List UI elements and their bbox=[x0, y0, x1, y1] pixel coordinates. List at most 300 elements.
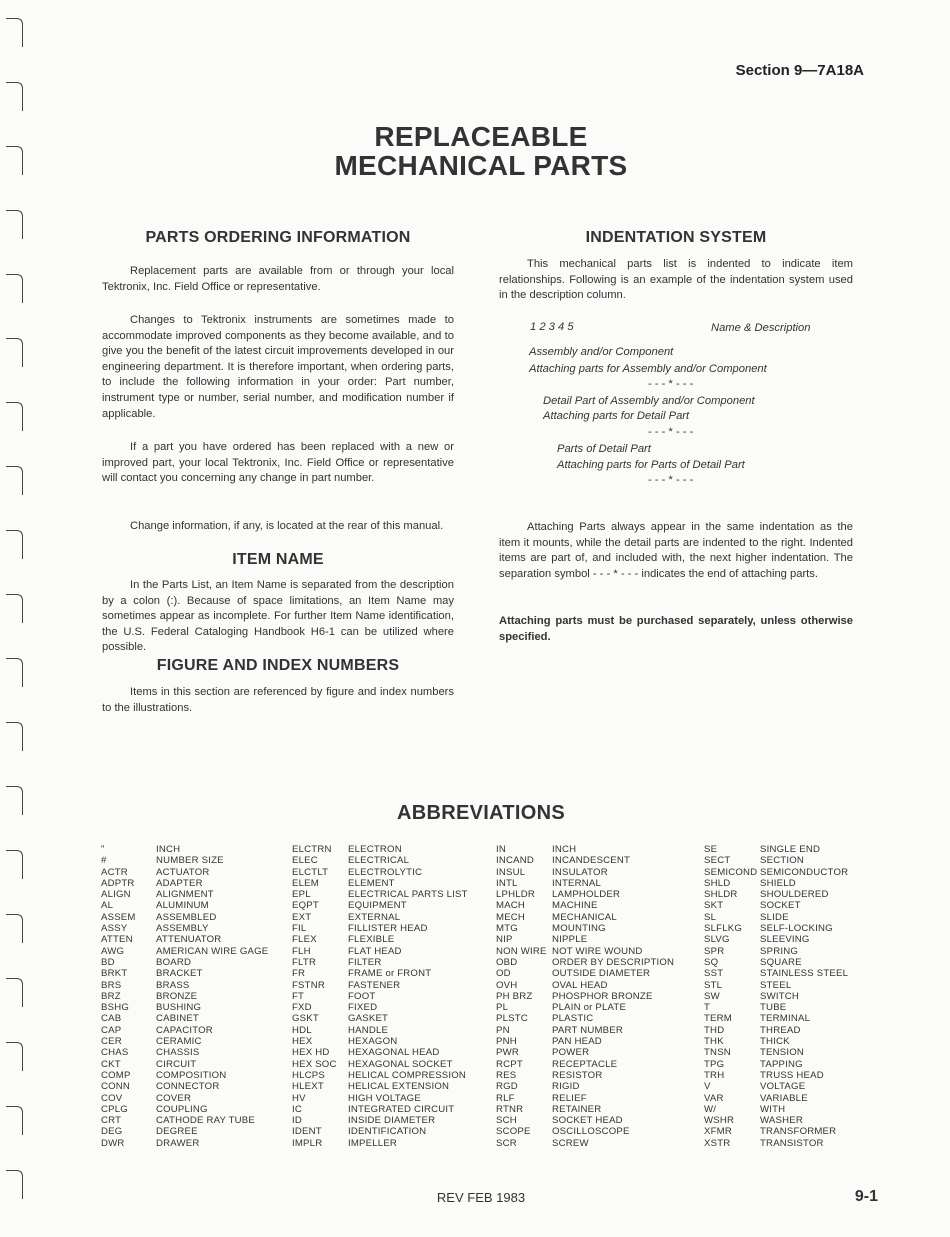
abbreviation-code: HV bbox=[292, 1092, 306, 1104]
abbreviation-meaning: TENSION bbox=[760, 1047, 805, 1059]
abbreviation-row bbox=[704, 1013, 848, 1024]
indent-level-3: Parts of Detail Part bbox=[557, 443, 651, 455]
abbreviation-code: MECH bbox=[496, 911, 526, 923]
abbreviation-code: ELEM bbox=[292, 877, 319, 889]
abbreviation-meaning: FASTENER bbox=[348, 979, 401, 991]
abbreviation-row bbox=[496, 889, 674, 900]
abbreviation-row bbox=[292, 1059, 468, 1070]
binder-hole bbox=[6, 274, 23, 303]
abbreviation-code: PLSTC bbox=[496, 1013, 528, 1025]
abbreviation-row bbox=[496, 1047, 674, 1058]
abbreviation-row bbox=[101, 968, 268, 979]
abbreviation-meaning: MOUNTING bbox=[552, 923, 606, 935]
abbreviation-meaning: LAMPHOLDER bbox=[552, 889, 621, 901]
abbreviation-row bbox=[101, 844, 268, 855]
abbreviation-row bbox=[292, 934, 468, 945]
abbreviation-row bbox=[101, 1059, 268, 1070]
abbreviation-row bbox=[704, 968, 848, 979]
abbreviation-code: CHAS bbox=[101, 1047, 129, 1059]
abbreviation-code: RLF bbox=[496, 1092, 515, 1104]
abbreviation-code: DWR bbox=[101, 1137, 125, 1149]
binder-hole bbox=[6, 466, 23, 495]
indent-level-2: Detail Part of Assembly and/or Component bbox=[543, 395, 755, 407]
abbreviation-meaning: HELICAL EXTENSION bbox=[348, 1081, 450, 1093]
abbreviation-row bbox=[292, 878, 468, 889]
abbreviation-code: W/ bbox=[704, 1103, 717, 1115]
abbreviation-row bbox=[292, 900, 468, 911]
abbreviation-row bbox=[292, 867, 468, 878]
binder-hole bbox=[6, 722, 23, 751]
abbreviation-row bbox=[496, 968, 674, 979]
abbreviation-meaning: INCH bbox=[552, 844, 577, 855]
abbreviation-row bbox=[101, 912, 268, 923]
abbreviation-meaning: SOCKET HEAD bbox=[552, 1115, 623, 1127]
binder-hole bbox=[6, 338, 23, 367]
abbreviation-meaning: ASSEMBLED bbox=[156, 911, 217, 923]
abbreviation-row bbox=[292, 980, 468, 991]
abbreviation-row bbox=[704, 1115, 848, 1126]
abbreviation-code: ELCTLT bbox=[292, 866, 329, 878]
abbreviation-row bbox=[496, 980, 674, 991]
abbreviation-code: WSHR bbox=[704, 1115, 735, 1127]
abbreviation-code: ALIGN bbox=[101, 889, 131, 901]
abbreviation-code: # bbox=[101, 855, 107, 867]
binder-hole bbox=[6, 850, 23, 879]
abbreviation-meaning: SOCKET bbox=[760, 900, 801, 912]
abbreviation-code: FLH bbox=[292, 945, 311, 957]
abbreviation-meaning: STEEL bbox=[760, 979, 792, 991]
abbreviation-row bbox=[101, 946, 268, 957]
abbreviation-row bbox=[704, 1126, 848, 1137]
abbreviation-code: SL bbox=[704, 911, 717, 923]
abbreviation-meaning: PLAIN or PLATE bbox=[552, 1002, 627, 1014]
abbreviation-code: NIP bbox=[496, 934, 513, 946]
abbreviation-row bbox=[704, 1070, 848, 1081]
abbreviation-code: CRT bbox=[101, 1115, 122, 1127]
abbreviation-meaning: MACHINE bbox=[552, 900, 598, 912]
abbreviation-code: EQPT bbox=[292, 900, 319, 912]
abbreviation-meaning: SCREW bbox=[552, 1137, 589, 1149]
abbreviation-meaning: SECTION bbox=[760, 855, 805, 867]
abbreviation-row bbox=[101, 1036, 268, 1047]
abbreviation-code: PNH bbox=[496, 1036, 517, 1048]
abbreviation-code: SW bbox=[704, 990, 720, 1002]
abbreviation-row bbox=[101, 980, 268, 991]
abbreviation-code: CER bbox=[101, 1036, 122, 1048]
abbreviation-meaning: CAPACITOR bbox=[156, 1024, 213, 1036]
abbreviation-meaning: TRANSFORMER bbox=[760, 1126, 837, 1138]
abbreviation-row bbox=[704, 1025, 848, 1036]
abbreviation-meaning: VARIABLE bbox=[760, 1092, 808, 1104]
abbreviation-meaning: PLASTIC bbox=[552, 1013, 594, 1025]
abbreviation-meaning: GASKET bbox=[348, 1013, 389, 1025]
abbreviation-meaning: CABINET bbox=[156, 1013, 199, 1025]
abbreviation-meaning: DRAWER bbox=[156, 1137, 200, 1149]
abbreviation-meaning: RELIEF bbox=[552, 1092, 587, 1104]
indentation-p3: Attaching parts must be purchased separately, unless otherwise specified. bbox=[499, 615, 853, 643]
abbreviation-row bbox=[496, 1002, 674, 1013]
abbreviation-code: FLEX bbox=[292, 934, 317, 946]
abbreviation-code: PL bbox=[496, 1002, 509, 1014]
abbreviation-meaning: BRACKET bbox=[156, 968, 203, 980]
abbreviation-meaning: IMPELLER bbox=[348, 1137, 398, 1149]
abbreviation-code: AL bbox=[101, 900, 114, 912]
abbreviation-meaning: INTEGRATED CIRCUIT bbox=[348, 1103, 455, 1115]
abbreviation-meaning: ALIGNMENT bbox=[156, 889, 214, 901]
abbreviation-code: ID bbox=[292, 1115, 302, 1127]
abbreviation-row bbox=[496, 1059, 674, 1070]
abbreviation-row bbox=[292, 1081, 468, 1092]
abbreviation-meaning: INCANDESCENT bbox=[552, 855, 631, 867]
abbreviation-meaning: SLEEVING bbox=[760, 934, 810, 946]
parts-ordering-p3: If a part you have ordered has been replaced with a new or improved part, your local Tektronix, Inc. Field Office or representative will contact you concerning any change in part number. bbox=[102, 441, 454, 485]
parts-ordering-p2: Changes to Tektronix instruments are sometimes made to accommodate improved components as they become available, and to give you the benefit of the latest circuit improvements developed in our engineering department. It is therefore important, when ordering parts, to include the following information in your order: Part number, instrument type or number, serial number, and modification number if applicable. bbox=[102, 314, 454, 420]
abbreviation-row bbox=[101, 1081, 268, 1092]
abbreviation-row bbox=[704, 1104, 848, 1115]
abbreviation-code: XFMR bbox=[704, 1126, 732, 1138]
abbreviation-code: MTG bbox=[496, 923, 518, 935]
abbreviation-meaning: SLIDE bbox=[760, 911, 789, 923]
indent-level-1: Assembly and/or Component bbox=[529, 346, 674, 358]
binder-hole bbox=[6, 402, 23, 431]
abbreviation-meaning: OVAL HEAD bbox=[552, 979, 608, 991]
abbreviation-code: OVH bbox=[496, 979, 518, 991]
abbreviation-row bbox=[101, 878, 268, 889]
binder-hole bbox=[6, 594, 23, 623]
abbreviation-meaning: PART NUMBER bbox=[552, 1024, 623, 1036]
abbreviation-meaning: TERMINAL bbox=[760, 1013, 811, 1025]
abbreviation-code: V bbox=[704, 1081, 711, 1093]
abbreviation-row bbox=[101, 1013, 268, 1024]
abbreviation-meaning: OSCILLOSCOPE bbox=[552, 1126, 630, 1138]
abbreviation-row bbox=[101, 855, 268, 866]
abbreviation-code: COV bbox=[101, 1092, 123, 1104]
abbreviation-row bbox=[704, 1138, 848, 1149]
abbreviation-code: CPLG bbox=[101, 1103, 128, 1115]
abbreviation-row bbox=[292, 889, 468, 900]
abbreviation-code: FT bbox=[292, 990, 305, 1002]
abbreviation-row bbox=[704, 1036, 848, 1047]
indentation-heading: INDENTATION SYSTEM bbox=[585, 229, 767, 246]
abbreviation-meaning: ALUMINUM bbox=[156, 900, 209, 912]
abbreviation-meaning: PAN HEAD bbox=[552, 1036, 602, 1048]
title-line-1: REPLACEABLE bbox=[374, 121, 588, 152]
binder-hole bbox=[6, 1106, 23, 1135]
abbreviation-meaning: TRUSS HEAD bbox=[760, 1069, 824, 1081]
abbreviation-meaning: HANDLE bbox=[348, 1024, 389, 1036]
abbreviation-row bbox=[704, 923, 848, 934]
abbreviation-code: PH BRZ bbox=[496, 990, 533, 1002]
indent-level-1-attaching: Attaching parts for Assembly and/or Component bbox=[529, 363, 767, 375]
abbreviation-code: RCPT bbox=[496, 1058, 523, 1070]
abbreviation-row bbox=[496, 900, 674, 911]
abbreviation-meaning: THREAD bbox=[760, 1024, 801, 1036]
abbreviation-row bbox=[704, 900, 848, 911]
abbreviation-meaning: RECEPTACLE bbox=[552, 1058, 618, 1070]
abbreviation-row bbox=[496, 878, 674, 889]
abbreviation-code: SECT bbox=[704, 855, 731, 867]
abbreviation-code: INCAND bbox=[496, 855, 534, 867]
abbreviation-code: SEMICOND bbox=[704, 866, 758, 878]
abbreviation-meaning: TAPPING bbox=[760, 1058, 803, 1070]
binder-hole bbox=[6, 530, 23, 559]
abbreviation-row bbox=[704, 889, 848, 900]
abbreviation-meaning: IDENTIFICATION bbox=[348, 1126, 427, 1138]
abbreviation-meaning: HEXAGONAL SOCKET bbox=[348, 1058, 453, 1070]
abbreviation-row bbox=[704, 878, 848, 889]
abbreviation-row bbox=[292, 1104, 468, 1115]
abbreviation-row bbox=[496, 1138, 674, 1149]
abbreviations-column-2 bbox=[292, 844, 468, 1149]
abbreviation-row bbox=[496, 923, 674, 934]
abbreviation-row bbox=[101, 1115, 268, 1126]
abbreviation-code: FIL bbox=[292, 923, 307, 935]
abbreviation-meaning: TRANSISTOR bbox=[760, 1137, 824, 1149]
binder-hole bbox=[6, 978, 23, 1007]
abbreviation-code: SLVG bbox=[704, 934, 730, 946]
abbreviation-code: CAB bbox=[101, 1013, 122, 1025]
indent-level-2-attaching: Attaching parts for Detail Part bbox=[543, 410, 690, 422]
abbreviation-row bbox=[496, 1081, 674, 1092]
abbreviation-code: T bbox=[704, 1002, 711, 1014]
abbreviation-code: ELEC bbox=[292, 855, 318, 867]
abbreviation-code: FLTR bbox=[292, 956, 317, 968]
abbreviation-row bbox=[496, 1115, 674, 1126]
abbreviation-code: FSTNR bbox=[292, 979, 325, 991]
abbreviation-code: BRKT bbox=[101, 968, 128, 980]
abbreviation-code: BRS bbox=[101, 979, 122, 991]
abbreviation-meaning: CHASSIS bbox=[156, 1047, 200, 1059]
abbreviation-meaning: DEGREE bbox=[156, 1126, 198, 1138]
abbreviation-meaning: COVER bbox=[156, 1092, 192, 1104]
abbreviation-row bbox=[704, 867, 848, 878]
abbreviation-code: IMPLR bbox=[292, 1137, 323, 1149]
abbreviation-row bbox=[101, 1002, 268, 1013]
abbreviation-row bbox=[496, 1093, 674, 1104]
abbreviation-meaning: CIRCUIT bbox=[156, 1058, 197, 1070]
abbreviation-row bbox=[496, 991, 674, 1002]
abbreviation-row bbox=[704, 1059, 848, 1070]
abbreviation-meaning: OUTSIDE DIAMETER bbox=[552, 968, 651, 980]
abbreviation-meaning: FILTER bbox=[348, 956, 382, 968]
abbreviation-meaning: BOARD bbox=[156, 956, 192, 968]
title-line-2: MECHANICAL PARTS bbox=[334, 150, 628, 181]
abbreviation-code: HDL bbox=[292, 1024, 312, 1036]
abbreviation-meaning: POWER bbox=[552, 1047, 590, 1059]
abbreviation-code: " bbox=[101, 844, 105, 855]
abbreviation-code: SLFLKG bbox=[704, 923, 742, 935]
abbreviation-code: SHLDR bbox=[704, 889, 738, 901]
abbreviation-meaning: ELECTROLYTIC bbox=[348, 866, 423, 878]
abbreviation-meaning: RESISTOR bbox=[552, 1069, 603, 1081]
abbreviation-code: NON WIRE bbox=[496, 945, 547, 957]
abbreviation-meaning: WASHER bbox=[760, 1115, 803, 1127]
indent-level-3-attaching: Attaching parts for Parts of Detail Part bbox=[557, 459, 745, 471]
abbreviation-code: THD bbox=[704, 1024, 725, 1036]
abbreviation-meaning: ELECTRICAL bbox=[348, 855, 410, 867]
abbreviation-row bbox=[704, 1047, 848, 1058]
abbreviation-row bbox=[496, 1126, 674, 1137]
abbreviation-meaning: FRAME or FRONT bbox=[348, 968, 432, 980]
abbreviation-meaning: INSIDE DIAMETER bbox=[348, 1115, 436, 1127]
abbreviation-row bbox=[292, 1002, 468, 1013]
item-name-heading: ITEM NAME bbox=[232, 551, 324, 568]
abbreviation-meaning: BRASS bbox=[156, 979, 190, 991]
abbreviation-code: PN bbox=[496, 1024, 510, 1036]
abbreviation-row bbox=[704, 1081, 848, 1092]
abbreviation-row bbox=[292, 1036, 468, 1047]
abbreviation-row bbox=[704, 1093, 848, 1104]
abbreviations-heading: ABBREVIATIONS bbox=[397, 802, 565, 824]
abbreviation-code: ADPTR bbox=[101, 877, 135, 889]
abbreviation-row bbox=[496, 1013, 674, 1024]
abbreviation-meaning: WITH bbox=[760, 1103, 786, 1115]
abbreviation-code: THK bbox=[704, 1036, 724, 1048]
abbreviation-meaning: AMERICAN WIRE GAGE bbox=[156, 945, 269, 957]
abbreviation-row bbox=[101, 1025, 268, 1036]
abbreviation-code: IDENT bbox=[292, 1126, 322, 1138]
abbreviation-row bbox=[101, 1047, 268, 1058]
abbreviation-row bbox=[292, 923, 468, 934]
abbreviation-code: OD bbox=[496, 968, 511, 980]
abbreviation-meaning: ADAPTER bbox=[156, 877, 203, 889]
abbreviation-meaning: SHOULDERED bbox=[760, 889, 829, 901]
abbreviation-row bbox=[292, 1126, 468, 1137]
binder-hole bbox=[6, 914, 23, 943]
abbreviation-row bbox=[704, 980, 848, 991]
abbreviation-code: SCH bbox=[496, 1115, 517, 1127]
abbreviation-meaning: COMPOSITION bbox=[156, 1069, 227, 1081]
separator-symbol: - - - * - - - bbox=[648, 426, 694, 438]
abbreviation-meaning: CATHODE RAY TUBE bbox=[156, 1115, 255, 1127]
abbreviation-meaning: INCH bbox=[156, 844, 181, 855]
abbreviation-meaning: CERAMIC bbox=[156, 1036, 202, 1048]
abbreviation-meaning: NUMBER SIZE bbox=[156, 855, 224, 867]
abbreviation-meaning: ELECTRICAL PARTS LIST bbox=[348, 889, 468, 901]
abbreviation-row bbox=[496, 855, 674, 866]
abbreviation-code: SHLD bbox=[704, 877, 731, 889]
abbreviation-row bbox=[292, 1013, 468, 1024]
abbreviation-row bbox=[101, 889, 268, 900]
abbreviation-code: INTL bbox=[496, 877, 518, 889]
abbreviation-code: SCOPE bbox=[496, 1126, 531, 1138]
abbreviation-meaning: ASSEMBLY bbox=[156, 923, 209, 935]
binder-hole bbox=[6, 82, 23, 111]
parts-ordering-p4: Change information, if any, is located at the rear of this manual. bbox=[130, 520, 444, 532]
abbreviation-code: FR bbox=[292, 968, 306, 980]
abbreviation-row bbox=[496, 1036, 674, 1047]
abbreviation-code: BRZ bbox=[101, 990, 121, 1002]
abbreviation-code: OBD bbox=[496, 956, 518, 968]
abbreviation-code: TPG bbox=[704, 1058, 725, 1070]
parts-ordering-heading: PARTS ORDERING INFORMATION bbox=[145, 229, 411, 246]
abbreviation-code: ASSEM bbox=[101, 911, 136, 923]
abbreviation-code: HLCPS bbox=[292, 1069, 325, 1081]
abbreviation-row bbox=[292, 991, 468, 1002]
abbreviation-row bbox=[101, 900, 268, 911]
item-name-p1: In the Parts List, an Item Name is separated from the description by a colon (:). Because of space limitations, an Item Name may sometimes appear as incomplete. For further Item Name identification, the U.S. Federal Cataloging Handbook H6-1 can be utilized where possible. bbox=[102, 579, 454, 654]
abbreviation-code: EPL bbox=[292, 889, 311, 901]
abbreviation-code: HEX SOC bbox=[292, 1058, 337, 1070]
abbreviation-code: IN bbox=[496, 844, 506, 855]
abbreviation-code: ACTR bbox=[101, 866, 128, 878]
abbreviation-code: TERM bbox=[704, 1013, 732, 1025]
abbreviation-meaning: NIPPLE bbox=[552, 934, 588, 946]
abbreviation-code: GSKT bbox=[292, 1013, 319, 1025]
separator-symbol: - - - * - - - bbox=[648, 474, 694, 486]
abbreviation-code: BSHG bbox=[101, 1002, 129, 1014]
abbreviation-row bbox=[292, 968, 468, 979]
abbreviation-row bbox=[292, 1025, 468, 1036]
abbreviation-meaning: SELF-LOCKING bbox=[760, 923, 833, 935]
binder-hole bbox=[6, 658, 23, 687]
abbreviations-column-4 bbox=[704, 844, 848, 1149]
abbreviation-row bbox=[704, 855, 848, 866]
binder-hole bbox=[6, 18, 23, 47]
figure-index-p1: Items in this section are referenced by figure and index numbers to the illustrations. bbox=[102, 686, 454, 714]
abbreviation-meaning: INSULATOR bbox=[552, 866, 608, 878]
abbreviation-meaning: SINGLE END bbox=[760, 844, 821, 855]
abbreviation-row bbox=[496, 867, 674, 878]
abbreviation-meaning: PHOSPHOR BRONZE bbox=[552, 990, 653, 1002]
abbreviations-column-3 bbox=[496, 844, 674, 1149]
abbreviation-meaning: FLAT HEAD bbox=[348, 945, 402, 957]
abbreviation-row bbox=[292, 946, 468, 957]
abbreviation-code: ELCTRN bbox=[292, 844, 332, 855]
abbreviation-meaning: SPRING bbox=[760, 945, 798, 957]
abbreviation-row bbox=[496, 946, 674, 957]
abbreviation-code: TRH bbox=[704, 1069, 725, 1081]
abbreviation-row bbox=[496, 912, 674, 923]
abbreviation-code: ATTEN bbox=[101, 934, 133, 946]
abbreviation-meaning: FOOT bbox=[348, 990, 376, 1002]
figure-index-heading: FIGURE AND INDEX NUMBERS bbox=[156, 657, 400, 674]
abbreviations-column-1 bbox=[101, 844, 268, 1149]
abbreviation-code: COMP bbox=[101, 1069, 131, 1081]
abbreviation-meaning: ELEMENT bbox=[348, 877, 395, 889]
indentation-p1: This mechanical parts list is indented to indicate item relationships. Following is an example of the indentation system used in the description column. bbox=[499, 258, 853, 302]
abbreviation-code: EXT bbox=[292, 911, 312, 923]
abbreviation-row bbox=[496, 1070, 674, 1081]
abbreviation-row bbox=[704, 934, 848, 945]
abbreviation-meaning: BRONZE bbox=[156, 990, 198, 1002]
abbreviation-code: RES bbox=[496, 1069, 517, 1081]
abbreviation-code: SST bbox=[704, 968, 724, 980]
abbreviation-code: PWR bbox=[496, 1047, 519, 1059]
abbreviation-row bbox=[292, 855, 468, 866]
abbreviation-code: CKT bbox=[101, 1058, 121, 1070]
parts-ordering-p1: Replacement parts are available from or through your local Tektronix, Inc. Field Office or representative. bbox=[102, 265, 454, 293]
abbreviation-meaning: HELICAL COMPRESSION bbox=[348, 1069, 467, 1081]
abbreviation-meaning: ATTENUATOR bbox=[156, 934, 222, 946]
abbreviation-meaning: TUBE bbox=[760, 1002, 787, 1014]
abbreviation-row bbox=[292, 1138, 468, 1149]
abbreviation-code: RTNR bbox=[496, 1103, 524, 1115]
abbreviation-meaning: SWITCH bbox=[760, 990, 800, 1002]
abbreviation-row bbox=[101, 1104, 268, 1115]
abbreviation-row bbox=[101, 957, 268, 968]
abbreviation-code: TNSN bbox=[704, 1047, 731, 1059]
indent-levels: 1 2 3 4 5 bbox=[530, 321, 574, 333]
abbreviation-meaning: VOLTAGE bbox=[760, 1081, 806, 1093]
abbreviation-meaning: HIGH VOLTAGE bbox=[348, 1092, 421, 1104]
abbreviation-code: HEX HD bbox=[292, 1047, 330, 1059]
abbreviation-code: AWG bbox=[101, 945, 125, 957]
abbreviation-meaning: ACTUATOR bbox=[156, 866, 210, 878]
abbreviation-meaning: ORDER BY DESCRIPTION bbox=[552, 956, 675, 968]
abbreviation-row bbox=[496, 957, 674, 968]
abbreviation-row bbox=[101, 991, 268, 1002]
